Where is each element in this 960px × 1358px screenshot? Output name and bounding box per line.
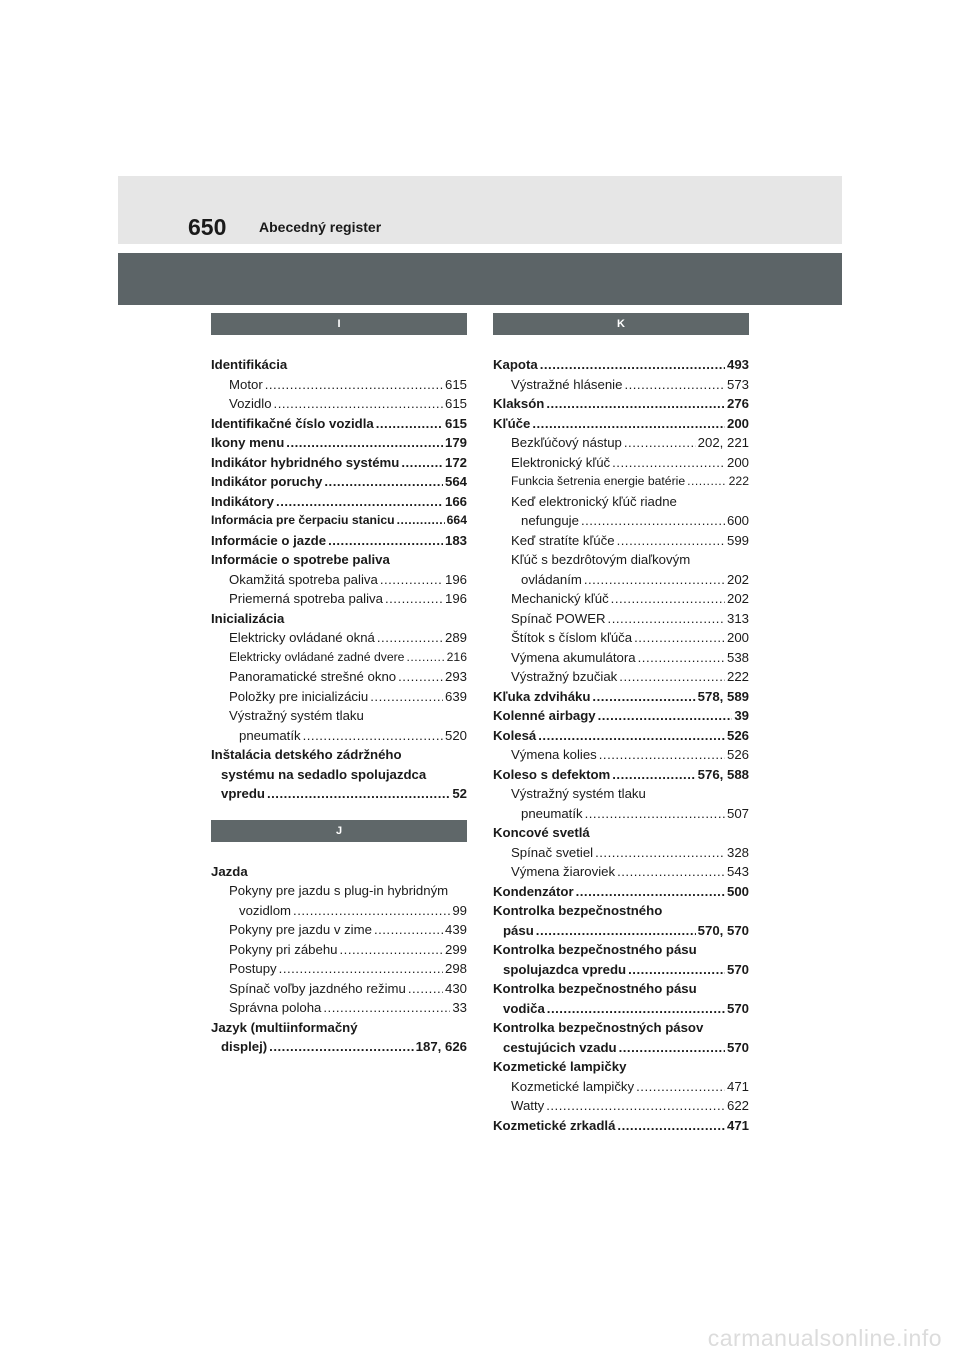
section-j-entries	[211, 862, 467, 1057]
page-number: 650	[188, 214, 227, 240]
index-entry: Inicializácia	[211, 610, 285, 626]
index-column-right	[493, 313, 749, 1135]
index-entry: ovládaním ..... 202	[493, 570, 749, 590]
index-entry: Ikony menu ..... 179	[211, 433, 467, 453]
index-entry: Klaksón ..... 276	[493, 394, 749, 414]
watermark: carmanualsonline.info	[707, 1325, 942, 1351]
index-entry: pásu ..... 570, 570	[493, 921, 749, 941]
index-entry: Kapota ..... 493	[493, 355, 749, 375]
section-i-entries	[211, 355, 467, 804]
index-entry: Kontrolka bezpečnostných pásov	[493, 1020, 704, 1035]
index-entry: spolujazdca vpredu ..... 570	[493, 960, 749, 980]
index-entry: vpredu ..... 52	[211, 784, 467, 804]
index-entry: Spínač svetiel ..... 328	[493, 843, 749, 863]
index-entry: Kolesá ..... 526	[493, 726, 749, 746]
index-entry: Funkcia šetrenia energie batérie ..... 222	[493, 472, 749, 492]
index-entry: Elektricky ovládané okná ..... 289	[211, 628, 467, 648]
index-entry: Pokyny pre jazdu v zime ..... 439	[211, 920, 467, 940]
page-title: Abecedný register	[259, 219, 382, 235]
index-entry: Informácie o jazde ..... 183	[211, 531, 467, 551]
index-entry: Identifikácia	[211, 357, 288, 372]
section-k-entries	[493, 355, 749, 1135]
index-entry: pneumatík ..... 520	[211, 726, 467, 746]
index-entry: Bezkľúčový nástup ..... 202, 221	[493, 433, 749, 453]
index-entry: Spínač POWER ..... 313	[493, 609, 749, 629]
index-entry: Vozidlo ..... 615	[211, 394, 467, 414]
index-entry: Kľúče ..... 200	[493, 414, 749, 434]
index-entry: Štítok s číslom kľúča ..... 200	[493, 628, 749, 648]
header-band	[118, 176, 842, 244]
index-entry: Indikátor hybridného systému ..... 172	[211, 453, 467, 473]
header-dark-band	[118, 253, 842, 305]
index-entry: Kľúč s bezdrôtovým diaľkovým	[511, 552, 691, 567]
index-entry: Kontrolka bezpečnostného pásu	[493, 981, 697, 996]
index-entry: Kontrolka bezpečnostného pásu	[493, 942, 697, 957]
index-entry: Mechanický kľúč ..... 202	[493, 589, 749, 609]
index-entry: systému na sedadlo spolujazdca	[221, 766, 427, 782]
index-entry: displej) ..... 187, 626	[211, 1037, 467, 1057]
index-entry: Elektricky ovládané zadné dvere ..... 216	[211, 648, 467, 668]
index-entry: Kozmetické lampičky	[493, 1059, 627, 1074]
index-entry: Výmena kolies ..... 526	[493, 745, 749, 765]
index-entry: Keď elektronický kľúč riadne	[511, 493, 677, 509]
index-entry: Motor ..... 615	[211, 375, 467, 395]
index-entry: Výstražný bzučiak ..... 222	[493, 667, 749, 687]
index-entry: Kozmetické zrkadlá ..... 471	[493, 1116, 749, 1136]
index-entry: Priemerná spotreba paliva ..... 196	[211, 589, 467, 609]
index-entry: Výstražný systém tlaku	[229, 708, 364, 723]
index-entry: Výstražné hlásenie ..... 573	[493, 375, 749, 395]
index-entry: Koncové svetlá	[493, 825, 590, 840]
index-entry: Kondenzátor ..... 500	[493, 882, 749, 902]
index-entry: vozidlom ..... 99	[211, 901, 467, 921]
index-entry: Postupy ..... 298	[211, 959, 467, 979]
section-header-j: J	[211, 820, 467, 842]
index-entry: Elektronický kľúč ..... 200	[493, 453, 749, 473]
index-entry: Keď stratíte kľúče ..... 599	[493, 531, 749, 551]
index-entry: Kontrolka bezpečnostného	[493, 903, 663, 918]
index-entry: Jazda	[211, 863, 248, 879]
index-entry: Pokyny pre jazdu s plug-in hybridným	[229, 883, 449, 898]
index-entry: Identifikačné číslo vozidla ..... 615	[211, 414, 467, 434]
index-entry: Okamžitá spotreba paliva ..... 196	[211, 570, 467, 590]
section-header-i: I	[211, 313, 467, 335]
index-entry: Správna poloha ..... 33	[211, 998, 467, 1018]
index-entry: Inštalácia detského zádržného	[211, 747, 402, 762]
index-entry: Spínač voľby jazdného režimu ..... 430	[211, 979, 467, 999]
index-entry: pneumatík ..... 507	[493, 804, 749, 824]
index-entry: Koleso s defektom ..... 576, 588	[493, 765, 749, 785]
index-entry: cestujúcich vzadu ..... 570	[493, 1038, 749, 1058]
index-entry: Výmena akumulátora ..... 538	[493, 648, 749, 668]
index-entry: nefunguje ..... 600	[493, 511, 749, 531]
section-header-k: K	[493, 313, 749, 335]
index-entry: Panoramatické strešné okno ..... 293	[211, 667, 467, 687]
index-entry: Výstražný systém tlaku	[511, 786, 646, 801]
index-entry: Kolenné airbagy ..... 39	[493, 706, 749, 726]
index-entry: Informácie o spotrebe paliva	[211, 552, 390, 567]
index-entry: Watty ..... 622	[493, 1096, 749, 1116]
index-entry: Položky pre inicializáciu ..... 639	[211, 687, 467, 707]
index-entry: Jazyk (multiinformačný	[211, 1019, 358, 1035]
index-entry: Kozmetické lampičky ..... 471	[493, 1077, 749, 1097]
index-entry: Indikátory ..... 166	[211, 492, 467, 512]
index-entry: Výmena žiaroviek ..... 543	[493, 862, 749, 882]
index-entry: Informácia pre čerpaciu stanicu ..... 664	[211, 511, 467, 531]
index-entry: Indikátor poruchy ..... 564	[211, 472, 467, 492]
index-entry: Pokyny pri zábehu ..... 299	[211, 940, 467, 960]
index-column-left	[211, 313, 467, 1057]
index-entry: vodiča ..... 570	[493, 999, 749, 1019]
index-entry: Kľuka zdviháku ..... 578, 589	[493, 687, 749, 707]
